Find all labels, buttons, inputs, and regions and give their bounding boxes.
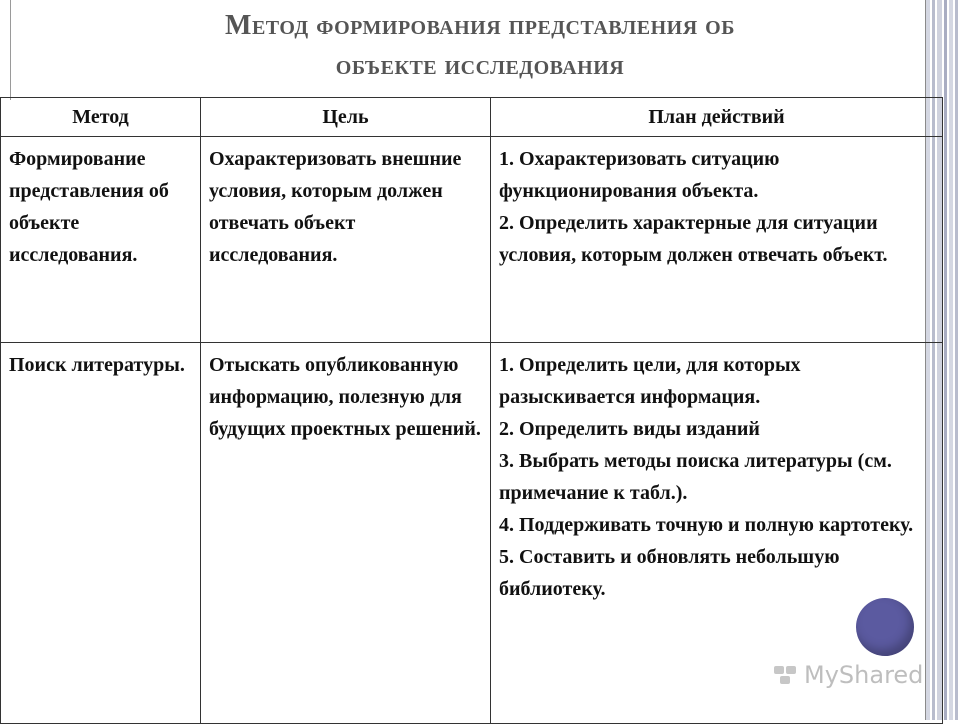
- myshared-logo-icon: [770, 660, 800, 690]
- header-method: Метод: [1, 98, 201, 137]
- watermark-text: MyShared: [804, 661, 924, 689]
- table-header-row: [1, 98, 943, 137]
- methods-table: [0, 97, 943, 724]
- slide-title: [40, 6, 920, 86]
- header-goal: Цель: [201, 98, 491, 137]
- goal-text: Охарактеризовать внешние условия, которым должен отвечать объект исследования.: [209, 148, 462, 266]
- cell-method: [1, 343, 201, 724]
- left-border-line: [10, 0, 11, 100]
- plan-step: 2. Определить характерные для ситуации условия, которым должен отвечать объект.: [499, 212, 888, 266]
- slide-title-line2: объекте исследования: [335, 50, 625, 81]
- cell-method: [1, 137, 201, 343]
- method-text: Поиск литературы.: [9, 354, 185, 376]
- plan-list: [491, 343, 942, 605]
- cell-goal: [201, 343, 491, 724]
- method-text: Формирование представления об объекте исследования.: [9, 148, 169, 266]
- plan-step: 1. Определить цели, для которых разыскивается информация.: [499, 354, 801, 408]
- plan-list: [491, 137, 942, 271]
- goal-text: Отыскать опубликованную информацию, полезную для будущих проектных решений.: [209, 354, 481, 440]
- plan-step: 4. Поддерживать точную и полную картотеку.: [499, 514, 914, 536]
- decorative-circle: [856, 598, 914, 656]
- plan-step: 5. Составить и обновлять небольшую библиотеку.: [499, 546, 840, 600]
- header-plan: План действий: [491, 98, 943, 137]
- methods-table-wrapper: [0, 97, 942, 724]
- table-row: [1, 137, 943, 343]
- cell-plan: [491, 137, 943, 343]
- watermark: [770, 655, 923, 695]
- plan-step: 3. Выбрать методы поиска литературы (см. примечание к табл.).: [499, 450, 892, 504]
- cell-goal: [201, 137, 491, 343]
- slide-title-line1: Метод формирования представления об: [225, 10, 735, 41]
- plan-step: 1. Охарактеризовать ситуацию функционирования объекта.: [499, 148, 780, 202]
- plan-step: 2. Определить виды изданий: [499, 418, 760, 440]
